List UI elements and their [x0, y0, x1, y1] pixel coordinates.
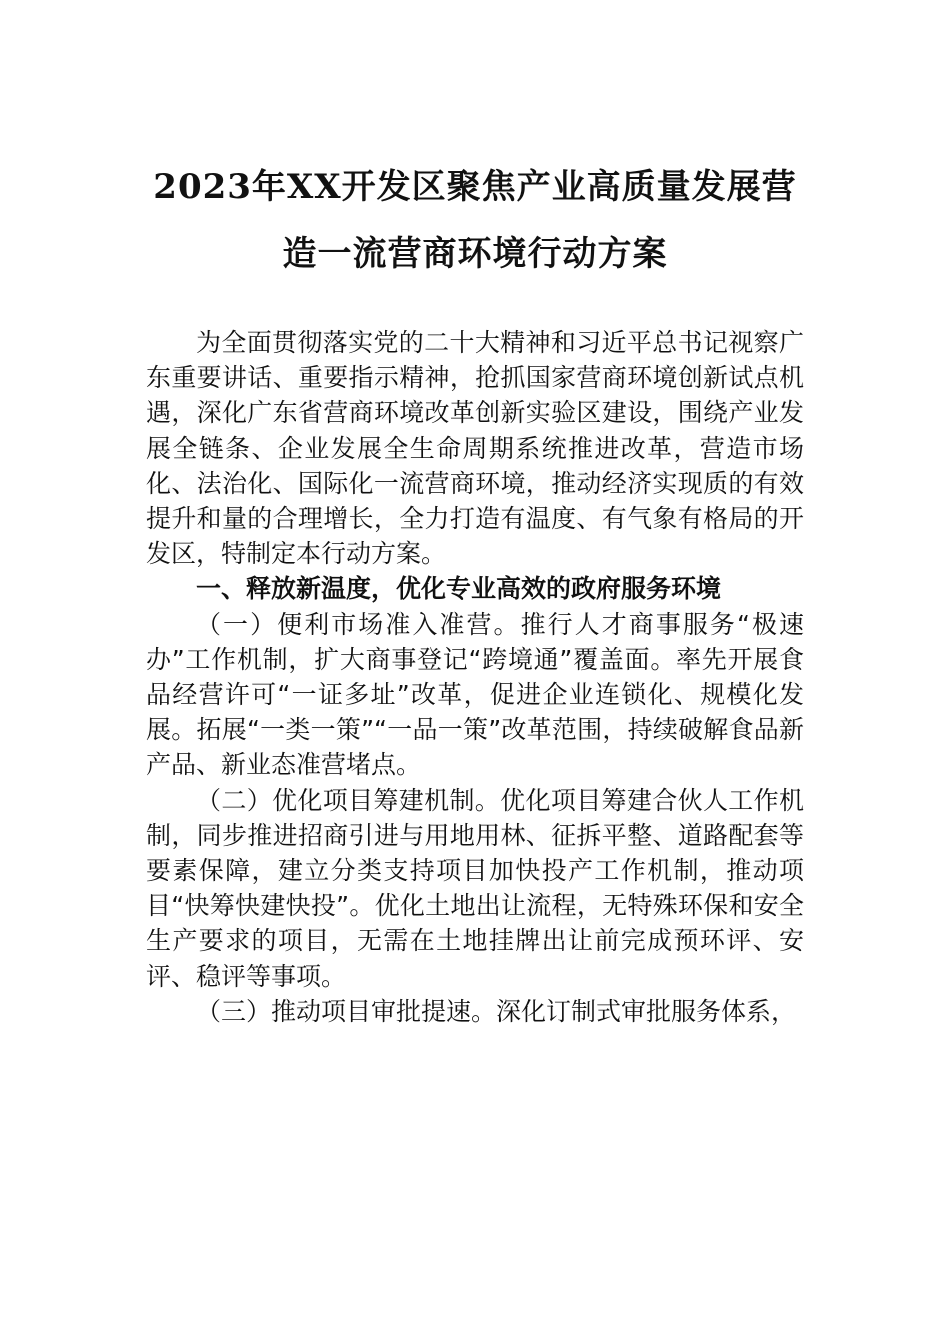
item-text: 推行人才商事服务“极速办”工作机制，扩大商事登记“跨境通”覆盖面。率先开展食品经营许可“一证多址”改革，促进企业连锁化、规模化发展。拓展“一类一策”“一品一策”改革范围，持续破解食品新产品、新业态准营堵点。 [146, 609, 804, 780]
document-title-line-2: 造一流营商环境行动方案 [282, 234, 668, 274]
section-item-2 [146, 783, 804, 994]
item-title: （三）推动项目审批提速。 [196, 996, 497, 1026]
item-title: （一）便利市场准入准营。 [196, 609, 521, 639]
section-item-1 [146, 607, 804, 783]
intro-paragraph: 为全面贯彻落实党的二十大精神和习近平总书记视察广东重要讲话、重要指示精神，抢抓国家营商环境创新试点机遇，深化广东省营商环境改革创新实验区建设，围绕产业发展全链条、企业发展全生命周期系统推进改革，营造市场化、法治化、国际化一流营商环境，推动经济实现质的有效提升和量的合理增长，全力打造有温度、有气象有格局的开发区，特制定本行动方案。 [146, 328, 804, 569]
section-item-3 [146, 994, 804, 1029]
item-text: 优化项目筹建合伙人工作机制，同步推进招商引进与用地用林、征拆平整、道路配套等要素保障，建立分类支持项目加快投产工作机制，推动项目“快筹快建快投”。优化土地出让流程，无特殊环保和安全生产要求的项目，无需在土地挂牌出让前完成预环评、安评、稳评等事项。 [146, 785, 804, 991]
section-heading: 一、释放新温度，优化专业高效的政府服务环境 [196, 574, 722, 604]
document-body [146, 325, 804, 1029]
item-text: 深化订制式审批服务体系， [496, 996, 797, 1026]
document-title-line-1: 2023年XX开发区聚焦产业高质量发展营 [153, 167, 797, 207]
item-title: （二）优化项目筹建机制。 [196, 785, 501, 815]
